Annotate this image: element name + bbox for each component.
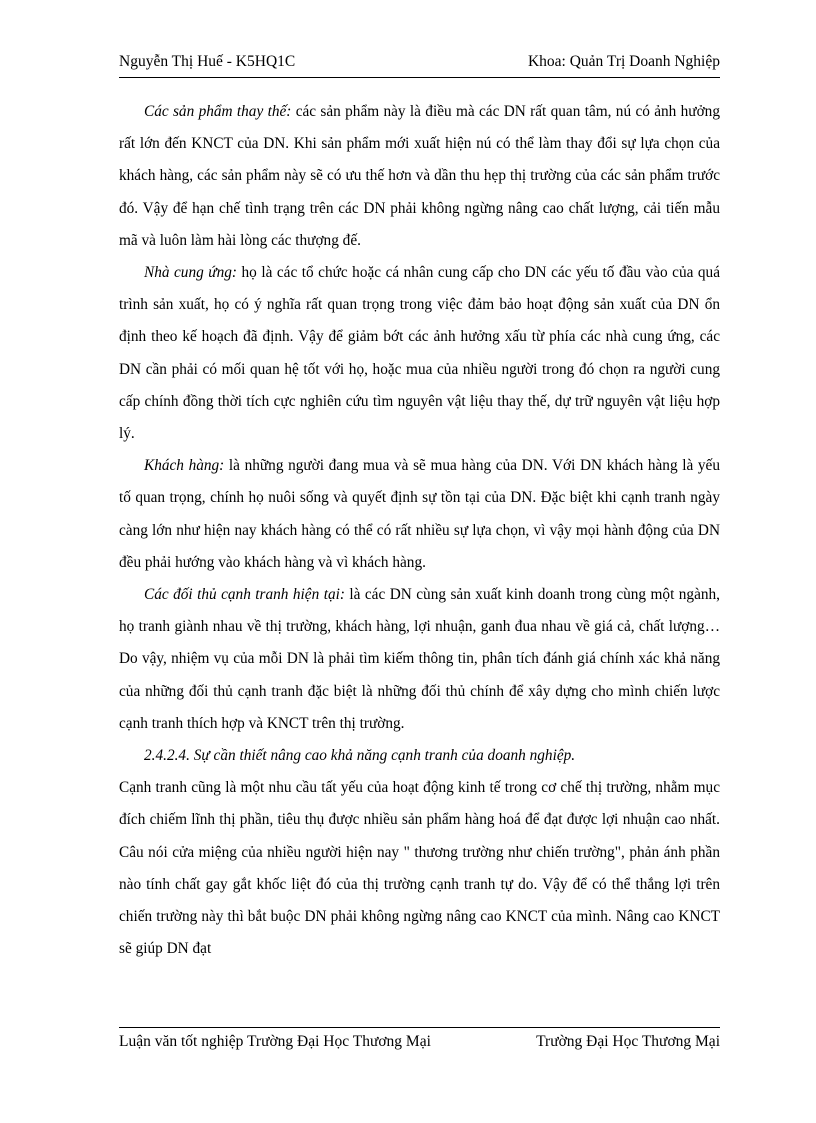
paragraph-text: là các DN cùng sản xuất kinh doanh trong cùng một ngành, họ tranh giành nhau về thị trường, khách hàng, lợi nhuận, ganh đua nhau về giá cả, chất lượng…Do vậy, nhiệm vụ của mỗi DN là phải tìm kiếm thông tin, phân tích đánh giá chính xác khả năng của những đối thủ cạnh tranh đặc biệt là những đối thủ chính để xây dựng cho mình chiến lược cạnh tranh thích hợp và KNCT trên thị trường.: [119, 586, 720, 732]
page-header: [119, 51, 720, 78]
paragraph-text: họ là các tổ chức hoặc cá nhân cung cấp cho DN các yếu tố đầu vào của quá trình sản xuất, họ có ý nghĩa rất quan trọng trong việc đảm bảo hoạt động sản xuất của DN ổn định theo kế hoạch đã định. Vậy để giảm bớt các ảnh hưởng xấu từ phía các nhà cung ứng, các DN cần phải có mối quan hệ tốt với họ, hoặc mua của nhiều người trong đó chọn ra người cung cấp chính đồng thời tích cực nghiên cứu tìm nguyên vật liệu thay thế, dự trữ nguyên vật liệu hợp lý.: [119, 264, 720, 443]
footer-university: Trường Đại Học Thương Mại: [536, 1033, 720, 1050]
paragraph-lead: Khách hàng:: [144, 457, 225, 475]
paragraph-customers: [119, 450, 720, 579]
paragraph-substitute-products: [119, 96, 720, 257]
header-faculty: Khoa: Quản Trị Doanh Nghiệp: [527, 53, 720, 70]
paragraph-text: là những người đang mua và sẽ mua hàng của DN. Với DN khách hàng là yếu tố quan trọng, chính họ nuôi sống và quyết định sự tồn tại của DN. Đặc biệt khi cạnh tranh ngày càng lớn như hiện nay khách hàng có thể có rất nhiều sự lựa chọn, vì vậy mọi hành động của DN đều phải hướng vào khách hàng và vì khách hàng.: [119, 457, 720, 571]
section-subheading: 2.4.2.4. Sự cần thiết nâng cao khả năng cạnh tranh của doanh nghiệp.: [144, 747, 576, 765]
paragraph-closing: Cạnh tranh cũng là một nhu cầu tất yếu của hoạt động kinh tế trong cơ chế thị trường, nhằm mục đích chiếm lĩnh thị phần, tiêu thụ được nhiều sản phẩm hàng hoá để đạt được lợi nhuận cao nhất. Câu nói cửa miệng của nhiều người hiện nay " thương trường như chiến trường", phản ánh phần nào tính chất gay gắt khốc liệt đó của thị trường cạnh tranh tự do. Vậy để có thể thắng lợi trên chiến trường này thì bắt buộc DN phải không ngừng nâng cao KNCT của mình. Nâng cao KNCT sẽ giúp DN đạt: [119, 779, 720, 958]
paragraph-suppliers: [119, 257, 720, 450]
paragraph-lead: Nhà cung ứng:: [144, 264, 237, 282]
page-footer: [119, 1027, 720, 1056]
paragraph-text: các sản phẩm này là điều mà các DN rất quan tâm, nú có ảnh hưởng rất lớn đến KNCT của DN. Khi sản phẩm mới xuất hiện nú có thể làm thay đổi sự lựa chọn của khách hàng, các sản phẩm này sẽ có ưu thế hơn và dần thu hẹp thị trường của các sản phẩm trước đó. Vậy để hạn chế tình trạng trên các DN phải không ngừng nâng cao chất lượng, cải tiến mẫu mã và luôn làm hài lòng các thượng đế.: [119, 103, 720, 249]
document-body: [119, 96, 720, 965]
header-author: Nguyễn Thị Huế - K5HQ1C: [119, 53, 296, 70]
footer-thesis-label: Luận văn tốt nghiệp Trường Đại Học Thương Mại: [119, 1033, 431, 1050]
paragraph-lead: Các đối thủ cạnh tranh hiện tại:: [144, 586, 345, 604]
paragraph-lead: Các sản phẩm thay thế:: [144, 103, 292, 120]
paragraph-current-competitors: [119, 579, 720, 740]
